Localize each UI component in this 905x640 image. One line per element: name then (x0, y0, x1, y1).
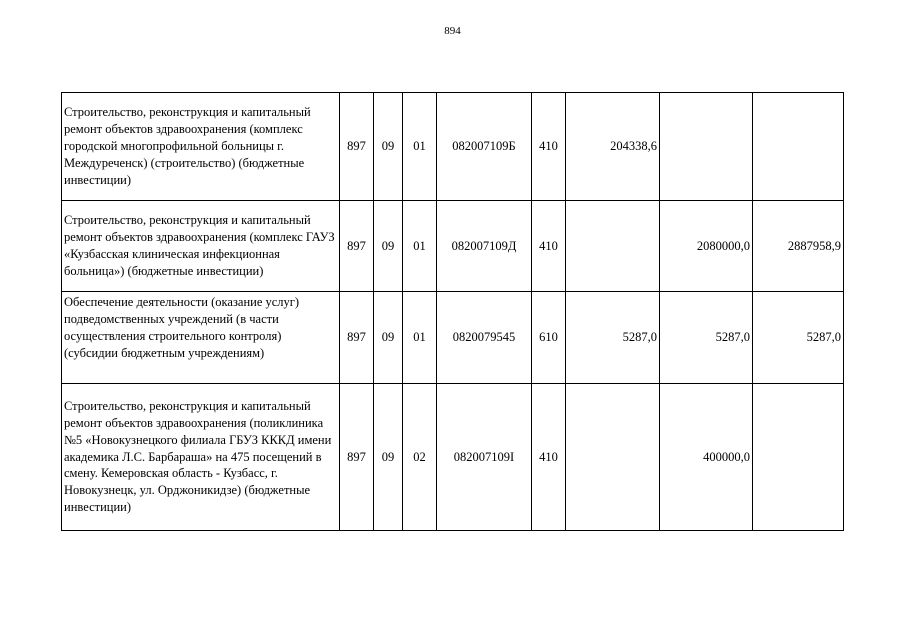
amount-year-1-cell: 5287,0 (566, 292, 660, 384)
section-code-cell: 09 (374, 201, 403, 292)
expense-type-cell: 410 (532, 201, 566, 292)
target-article-cell: 082007109I (437, 384, 532, 531)
table-row (62, 292, 844, 384)
page-number: 894 (444, 25, 461, 37)
section-code-cell: 09 (374, 292, 403, 384)
expense-name-cell: Строительство, реконструкция и капитальный ремонт объектов здравоохранения (комплекс городской многопрофильной больницы г. Междуреченск) (строительство) (бюджетные инвестиции) (62, 93, 340, 201)
section-code-cell: 09 (374, 384, 403, 531)
amount-year-2-cell (660, 93, 753, 201)
section-code-cell: 09 (374, 93, 403, 201)
expense-type-cell: 410 (532, 384, 566, 531)
amount-year-3-cell: 2887958,9 (753, 201, 844, 292)
amount-year-1-cell (566, 201, 660, 292)
expense-name-cell: Обеспечение деятельности (оказание услуг) подведомственных учреждений (в части осуществления строительного контроля) (субсидии бюджетным учреждениям) (62, 292, 340, 384)
expense-name-cell: Строительство, реконструкция и капитальный ремонт объектов здравоохранения (комплекс ГАУЗ «Кузбасская клиническая инфекционная больница») (бюджетные инвестиции) (62, 201, 340, 292)
expense-type-cell: 410 (532, 93, 566, 201)
amount-year-2-cell: 400000,0 (660, 384, 753, 531)
amount-year-1-cell (566, 384, 660, 531)
expense-type-cell: 610 (532, 292, 566, 384)
amount-year-3-cell (753, 384, 844, 531)
target-article-cell: 082007109Д (437, 201, 532, 292)
target-article-cell: 0820079545 (437, 292, 532, 384)
ministry-code-cell: 897 (340, 292, 374, 384)
ministry-code-cell: 897 (340, 201, 374, 292)
amount-year-2-cell: 5287,0 (660, 292, 753, 384)
subsection-code-cell: 01 (403, 201, 437, 292)
subsection-code-cell: 01 (403, 93, 437, 201)
subsection-code-cell: 02 (403, 384, 437, 531)
table-row (62, 93, 844, 201)
budget-table (61, 92, 844, 531)
ministry-code-cell: 897 (340, 93, 374, 201)
table-row (62, 384, 844, 531)
amount-year-3-cell (753, 93, 844, 201)
ministry-code-cell: 897 (340, 384, 374, 531)
target-article-cell: 082007109Б (437, 93, 532, 201)
table-row (62, 201, 844, 292)
amount-year-1-cell: 204338,6 (566, 93, 660, 201)
amount-year-3-cell: 5287,0 (753, 292, 844, 384)
subsection-code-cell: 01 (403, 292, 437, 384)
expense-name-cell: Строительство, реконструкция и капитальный ремонт объектов здравоохранения (поликлиника №5 «Новокузнецкого филиала ГБУЗ КККД имени академика Л.С. Барбараша» на 475 посещений в смену. Кемеровская область - Кузбасс, г. Новокузнецк, ул. Орджоникидзе) (бюджетные инвестиции) (62, 384, 340, 531)
amount-year-2-cell: 2080000,0 (660, 201, 753, 292)
